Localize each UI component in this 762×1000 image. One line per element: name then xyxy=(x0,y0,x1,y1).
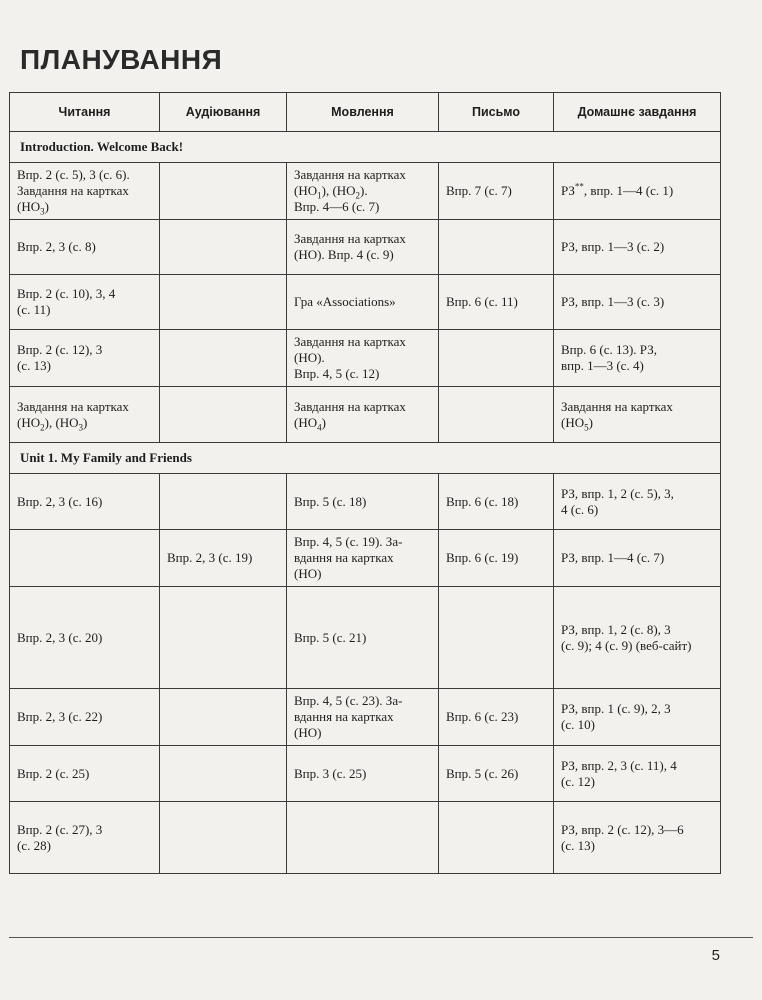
header-speaking: Мовлення xyxy=(287,93,439,132)
cell-line: вдання на картках xyxy=(294,709,394,724)
cell-line: РЗ, впр. 1—3 (с. 3) xyxy=(561,294,665,309)
page-title: ПЛАНУВАННЯ xyxy=(20,44,223,75)
cell-line: РЗ, впр. 1, 2 (с. 8), 3 xyxy=(561,621,671,637)
speaking-cell xyxy=(287,746,439,802)
cell-line: Впр. 2, 3 (с. 16) xyxy=(17,493,103,509)
cell-line: (HO). Впр. 4 (с. 9) xyxy=(294,247,394,262)
cell-line: Впр. 5 (с. 26) xyxy=(446,765,519,781)
cell-line: $(HO_3)$ xyxy=(17,199,49,217)
cell-line: РЗ, впр. 1—3 (с. 2) xyxy=(561,239,665,254)
cell-line: Впр. 4—6 (с. 7) xyxy=(294,199,380,214)
cell-line: (с. 9); 4 (с. 9) (веб-сайт) xyxy=(561,637,692,653)
table-row xyxy=(10,275,721,330)
cell-line: Впр. 2, 3 (с. 20) xyxy=(17,629,103,645)
cell-line: Впр. 4, 5 (с. 23). За- xyxy=(294,693,403,708)
cell-line: (с. 28) xyxy=(17,837,51,853)
table-header-row xyxy=(10,93,721,132)
cell-line: Впр. 6 (с. 11) xyxy=(446,294,518,309)
writing-cell xyxy=(439,163,554,220)
cell-line: (HO). xyxy=(294,350,325,365)
cell-line: РЗ, впр. 1 (с. 9), 2, 3 xyxy=(561,701,671,716)
cell-line: Впр. 6 (с. 18) xyxy=(446,493,519,509)
reading-cell xyxy=(10,474,160,530)
header-reading: Читання xyxy=(10,93,160,132)
table-row xyxy=(10,587,721,689)
listening-cell xyxy=(160,802,287,874)
speaking-cell xyxy=(287,275,439,330)
reading-cell xyxy=(10,802,160,874)
reading-cell xyxy=(10,689,160,746)
homework-cell xyxy=(554,689,721,746)
writing-cell xyxy=(439,474,554,530)
table-row xyxy=(10,802,721,874)
writing-cell xyxy=(439,275,554,330)
reading-cell xyxy=(10,220,160,275)
listening-cell xyxy=(160,746,287,802)
homework-cell xyxy=(554,387,721,443)
cell-line: РЗ, впр. 2, 3 (с. 11), 4 xyxy=(561,757,677,773)
speaking-cell xyxy=(287,330,439,387)
cell-line: РЗ, впр. 2 (с. 12), 3—6 xyxy=(561,821,684,837)
section-row xyxy=(10,132,721,163)
cell-line: Впр. 5 (с. 21) xyxy=(294,629,367,645)
cell-line: Впр. 2 (с. 5), 3 (с. 6). xyxy=(17,167,130,182)
reading-cell xyxy=(10,330,160,387)
speaking-cell xyxy=(287,474,439,530)
cell-line: Впр. 6 (с. 13). РЗ, xyxy=(561,342,657,357)
cell-line: Впр. 2 (с. 25) xyxy=(17,765,90,781)
homework-cell xyxy=(554,275,721,330)
homework-cell xyxy=(554,330,721,387)
writing-cell xyxy=(439,220,554,275)
listening-cell xyxy=(160,587,287,689)
listening-cell xyxy=(160,220,287,275)
section-heading: Unit 1. My Family and Friends xyxy=(10,443,721,474)
cell-line: Завдання на картках xyxy=(294,167,406,182)
table-row xyxy=(10,530,721,587)
reading-cell xyxy=(10,587,160,689)
writing-cell xyxy=(439,387,554,443)
speaking-cell xyxy=(287,163,439,220)
cell-line: (HO) xyxy=(294,725,322,740)
speaking-cell xyxy=(287,802,439,874)
reading-cell xyxy=(10,387,160,443)
homework-cell xyxy=(554,530,721,587)
table-body xyxy=(10,132,721,874)
cell-line: Гра «Associations» xyxy=(294,294,396,309)
reading-cell xyxy=(10,746,160,802)
cell-line: $(HO_2)$, $(HO_3)$ xyxy=(17,414,88,433)
listening-cell xyxy=(160,330,287,387)
table-row xyxy=(10,746,721,802)
listening-cell xyxy=(160,387,287,443)
page-number: 5 xyxy=(711,947,720,964)
header-homework: Домашнє завдання xyxy=(554,93,721,132)
speaking-cell xyxy=(287,530,439,587)
homework-cell xyxy=(554,220,721,275)
cell-line: Завдання на картках xyxy=(294,398,406,414)
listening-cell xyxy=(160,474,287,530)
table-row xyxy=(10,387,721,443)
cell-line: Впр. 2 (с. 12), 3 xyxy=(17,342,103,357)
reading-cell xyxy=(10,163,160,220)
listening-cell xyxy=(160,689,287,746)
cell-line: вдання на картках xyxy=(294,550,394,565)
section-heading: Introduction. Welcome Back! xyxy=(10,132,721,163)
writing-cell xyxy=(439,587,554,689)
cell-line: Впр. 2 (с. 10), 3, 4 xyxy=(17,286,116,301)
homework-cell xyxy=(554,163,721,220)
cell-line: (с. 13) xyxy=(17,358,51,373)
listening-cell xyxy=(160,275,287,330)
cell-line: (с. 11) xyxy=(17,302,51,317)
cell-line: Впр. 3 (с. 25) xyxy=(294,765,367,781)
speaking-cell xyxy=(287,387,439,443)
footer-rule xyxy=(9,937,753,938)
writing-cell xyxy=(439,689,554,746)
cell-line: Завдання на картках xyxy=(294,231,406,246)
cell-line: $(HO_4)$ xyxy=(294,414,326,433)
cell-line: Впр. 4, 5 (с. 19). За- xyxy=(294,534,403,549)
table-row xyxy=(10,163,721,220)
listening-cell xyxy=(160,163,287,220)
cell-line: Впр. 4, 5 (с. 12) xyxy=(294,366,380,381)
header-listening: Аудіювання xyxy=(160,93,287,132)
writing-cell xyxy=(439,330,554,387)
cell-line: $(HO_5)$ xyxy=(561,414,593,433)
table-row xyxy=(10,689,721,746)
cell-line: Впр. 6 (с. 19) xyxy=(446,550,519,565)
cell-line: РЗ**, впр. 1—4 (с. 1) xyxy=(561,181,674,198)
homework-cell xyxy=(554,587,721,689)
cell-line: Завдання на картках xyxy=(294,334,406,349)
cell-line: $(HO_1)$, $(HO_2)$. xyxy=(294,183,368,201)
cell-line: РЗ, впр. 1—4 (с. 7) xyxy=(561,550,665,565)
homework-cell xyxy=(554,802,721,874)
speaking-cell xyxy=(287,689,439,746)
writing-cell xyxy=(439,802,554,874)
reading-cell xyxy=(10,275,160,330)
section-row xyxy=(10,443,721,474)
speaking-cell xyxy=(287,587,439,689)
cell-line: Впр. 2, 3 (с. 8) xyxy=(17,239,96,254)
cell-line: (HO) xyxy=(294,566,322,581)
cell-line: Завдання на картках xyxy=(17,398,129,414)
listening-cell xyxy=(160,530,287,587)
homework-cell xyxy=(554,474,721,530)
planning-table xyxy=(9,92,721,874)
table-row xyxy=(10,474,721,530)
cell-line: Впр. 5 (с. 18) xyxy=(294,493,367,509)
speaking-cell xyxy=(287,220,439,275)
cell-line: Впр. 2 (с. 27), 3 xyxy=(17,821,103,837)
table-row xyxy=(10,330,721,387)
cell-line: впр. 1—3 (с. 4) xyxy=(561,358,644,373)
cell-line: Впр. 2, 3 (с. 22) xyxy=(17,709,103,724)
cell-line: Впр. 2, 3 (с. 19) xyxy=(167,550,253,565)
homework-cell xyxy=(554,746,721,802)
cell-line: Завдання на картках xyxy=(561,398,673,414)
cell-line: РЗ, впр. 1, 2 (с. 5), 3, xyxy=(561,485,674,501)
reading-cell xyxy=(10,530,160,587)
writing-cell xyxy=(439,530,554,587)
writing-cell xyxy=(439,746,554,802)
cell-line: (с. 12) xyxy=(561,773,595,789)
cell-line: Впр. 6 (с. 23) xyxy=(446,709,519,724)
cell-line: (с. 10) xyxy=(561,717,595,732)
cell-line: Завдання на картках xyxy=(17,183,129,198)
table-row xyxy=(10,220,721,275)
header-writing: Письмо xyxy=(439,93,554,132)
cell-line: (с. 13) xyxy=(561,837,595,853)
cell-line: 4 (с. 6) xyxy=(561,501,599,517)
cell-line: Впр. 7 (с. 7) xyxy=(446,183,512,198)
